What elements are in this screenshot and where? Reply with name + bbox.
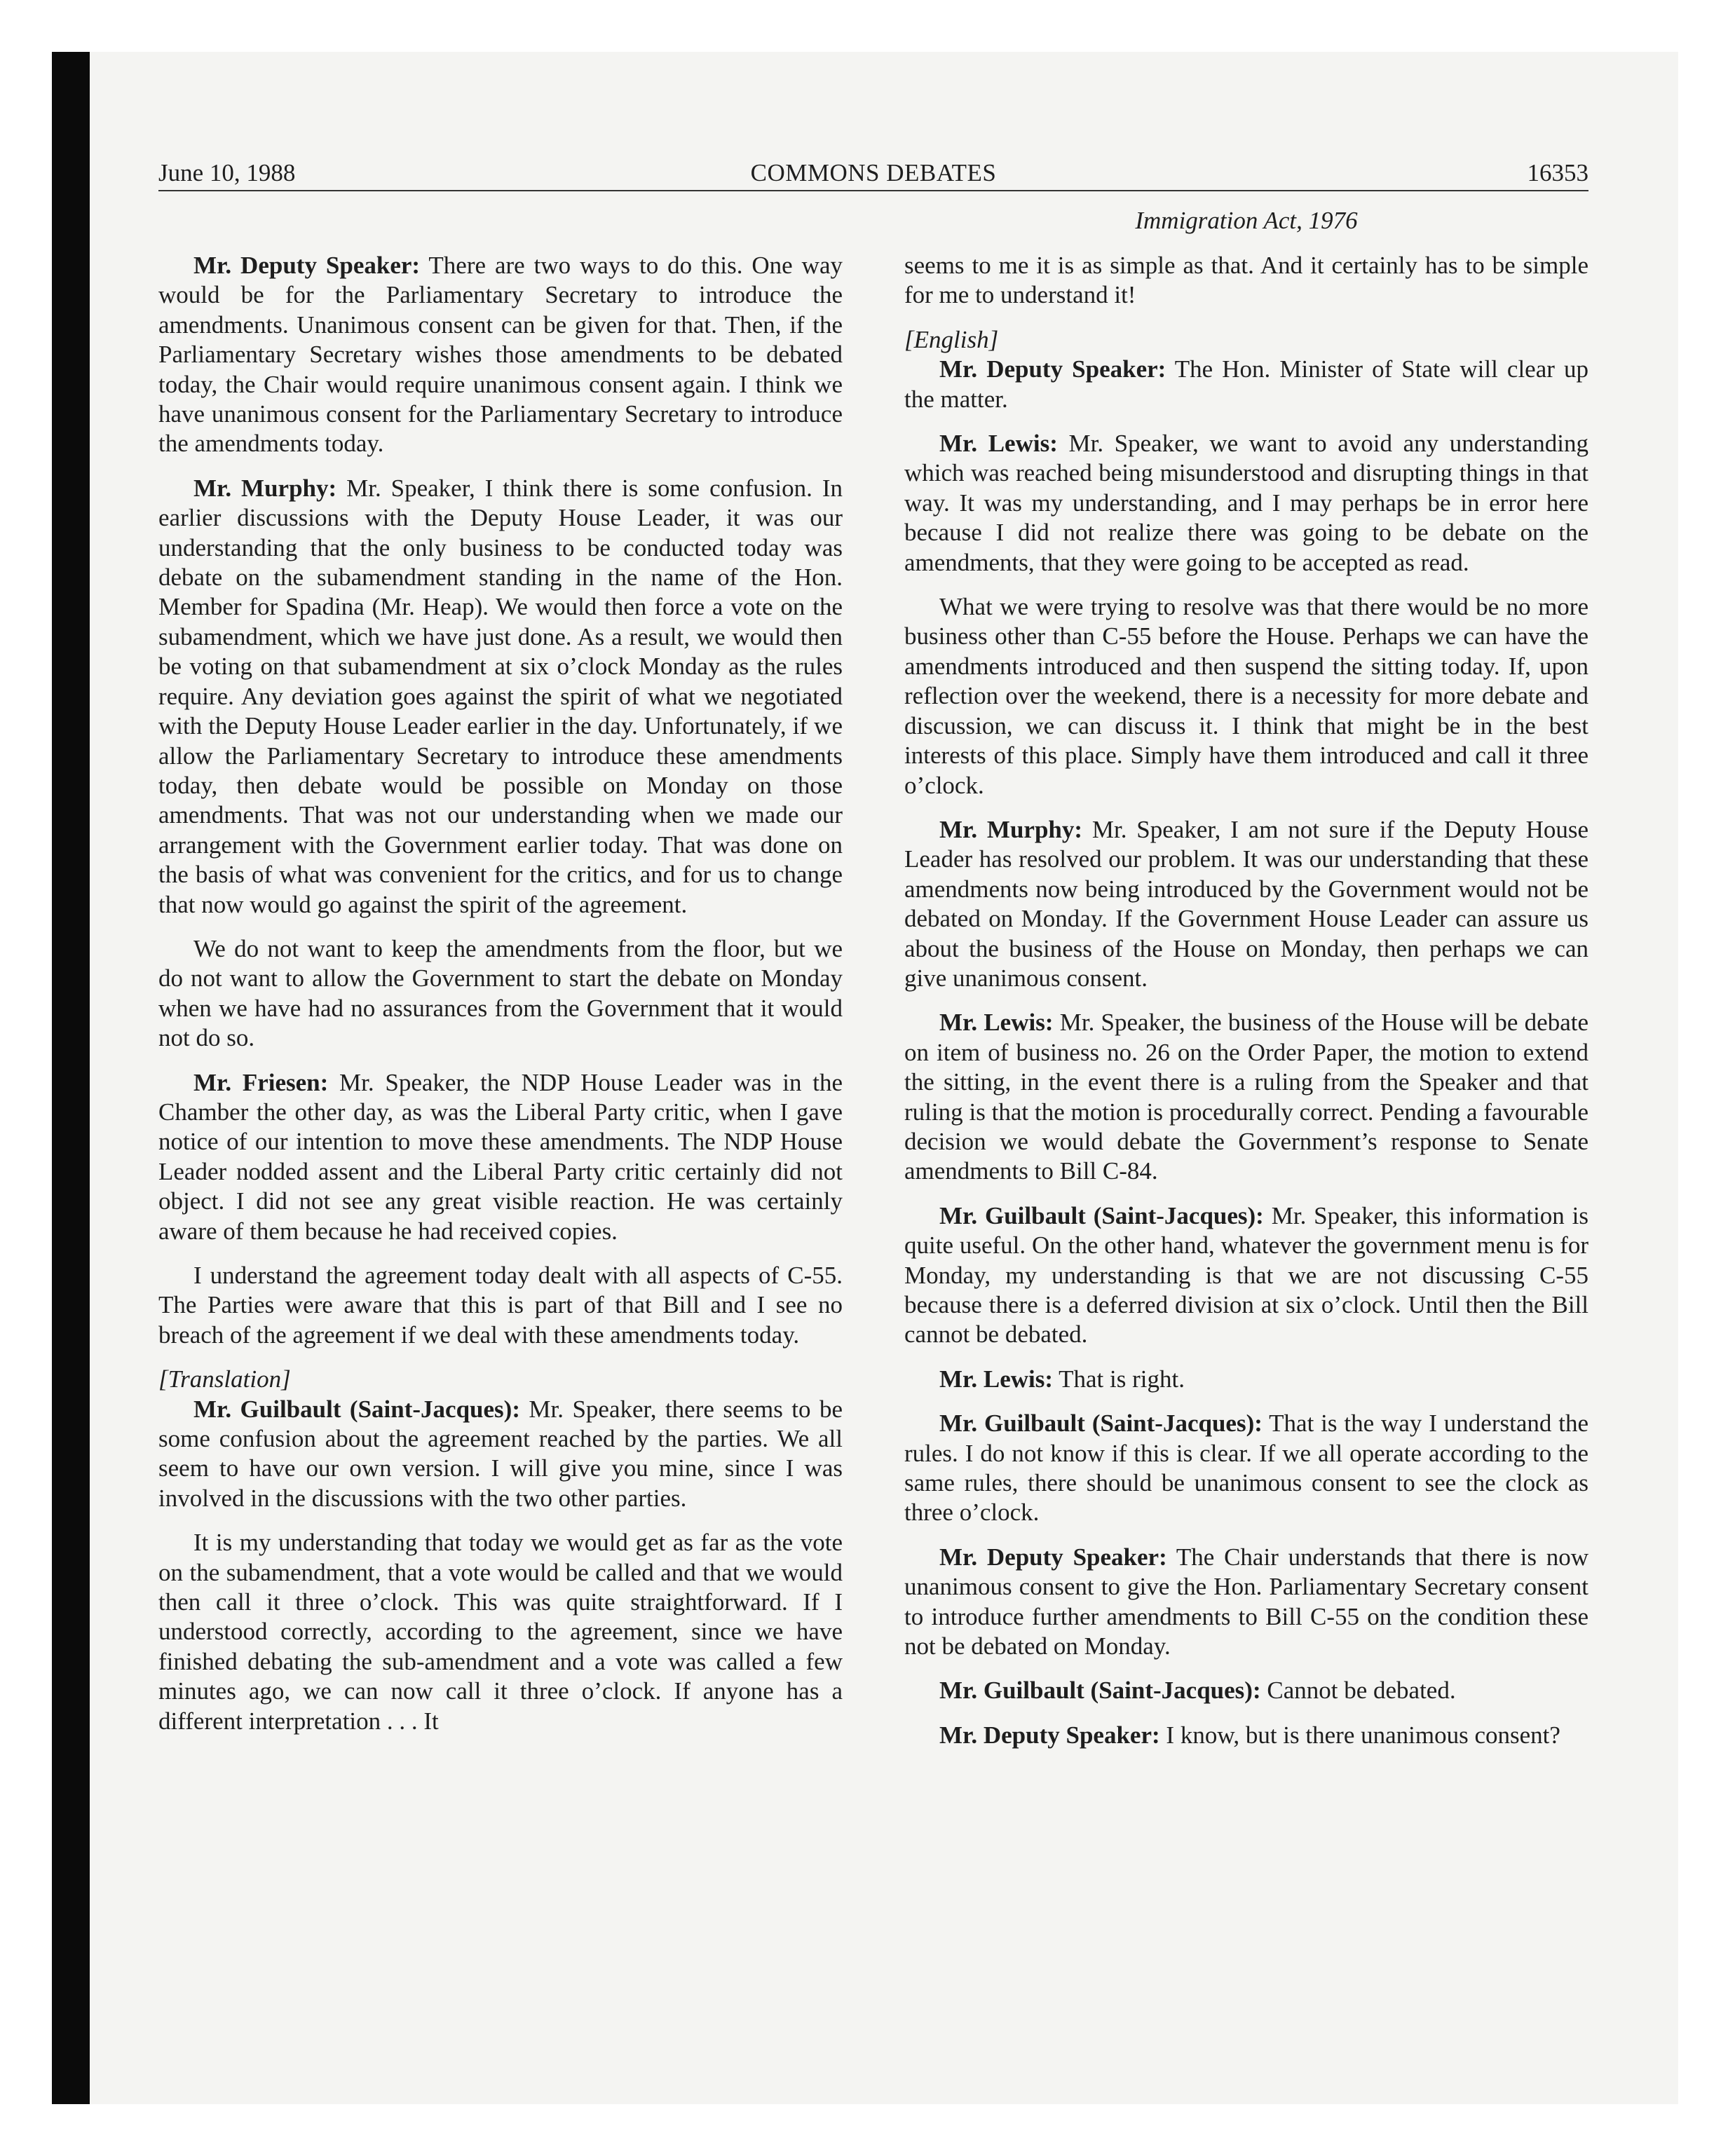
left-column: [158, 251, 843, 1751]
paragraph: [904, 1409, 1588, 1528]
speaker-name: Mr. Murphy:: [193, 474, 337, 502]
speaker-name: Mr. Deputy Speaker:: [939, 1543, 1167, 1571]
speaker-name: Mr. Guilbault (Saint-Jacques):: [939, 1677, 1261, 1705]
speech-text: seems to me it is as simple as that. And it certainly has to be simple for me to understand it!: [904, 252, 1588, 309]
language-marker: [Translation]: [158, 1365, 291, 1393]
paragraph: [158, 934, 843, 1053]
page-header: [158, 156, 1588, 191]
speech-text: I understand the agreement today dealt with all aspects of C-55. The Parties were aware that this is part of that Bill and I see no breach of the agreement if we deal with these amendments today.: [158, 1262, 843, 1349]
header-rule: [158, 190, 1588, 191]
speaker-name: Mr. Deputy Speaker:: [939, 355, 1166, 383]
speaker-name: Mr. Lewis:: [939, 1365, 1054, 1393]
paragraph: [158, 1261, 843, 1350]
speech-text: Mr. Speaker, we want to avoid any understanding which was reached being misunderstood and disrupting things in that way. It was my understanding, and I may perhaps be in error here because I did not realize there was going to be debate on the amendments, that they were going to be accepted as read.: [904, 430, 1589, 576]
speech-text: Mr. Speaker, the business of the House will be debate on item of business no. 26 on the Order Paper, the motion to extend the sitting, in the event there is a ruling from the Speaker and that ruling is that the motion is procedurally correct. Pending a favourable decision we would debate the Government’s response to Senate amendments to Bill C-84.: [904, 1009, 1588, 1185]
speech-text: What we were trying to resolve was that there would be no more business other than C-55 before the House. Perhaps we can have the amendments introduced and then suspend the sitting today. If, upon reflection over the weekend, there is a necessity for more debate and discussion, we can discuss it. I think that might be in the best interests of this place. Simply have them introduced and call it three o’clock.: [904, 593, 1588, 799]
paragraph: [158, 251, 843, 459]
paragraph: [904, 1721, 1588, 1750]
language-marker: [English]: [904, 325, 999, 353]
speaker-name: Mr. Murphy:: [939, 815, 1083, 843]
paragraph: [158, 474, 843, 920]
speaker-name: Mr. Deputy Speaker:: [939, 1721, 1160, 1749]
paragraph: [904, 592, 1588, 800]
speech-text: I know, but is there unanimous consent?: [1166, 1721, 1560, 1749]
paragraph: [158, 1395, 843, 1514]
speech-text: Mr. Speaker, I am not sure if the Deputy House Leader has resolved our problem. It was our understanding that these amendments now being introduced by the Government would not be debated on Monday. If the Government House Leader can assure us about the business of the House on Monday, then perhaps we can give unanimous consent.: [904, 815, 1589, 992]
paragraph: [904, 1201, 1588, 1350]
speech-text: Mr. Speaker, this information is quite useful. On the other hand, whatever the government menu is for Monday, my understanding is that we are not discussing C-55 because there is a deferred division at six o’clock. Until then the Bill cannot be debated.: [904, 1201, 1589, 1349]
paragraph: [904, 1543, 1588, 1662]
speech-text: Mr. Speaker, there seems to be some confusion about the agreement reached by the parties. We all seem to have our own version. I will give you mine, since I was involved in the discussions with the two other parties.: [158, 1395, 843, 1512]
header-page-number: 16353: [1527, 159, 1588, 186]
scan-edge-bar: [52, 52, 90, 2104]
speech-text: That is right.: [1059, 1365, 1185, 1393]
header-journal-title: COMMONS DEBATES: [750, 159, 997, 186]
paragraph: [904, 355, 1588, 414]
speech-text: There are two ways to do this. One way would be for the Parliamentary Secretary to introduce the amendments. Unanimous consent can be given for that. Then, if the Parliamentary Secretary wishes those amendments to be debated today, the Chair would require unanimous consent again. I think we have unanimous consent for the Parliamentary Secretary to introduce the amendments today.: [158, 252, 843, 458]
speech-text: It is my understanding that today we would get as far as the vote on the subamendment, that a vote would be called and that we would then call it three o’clock. This was quite straightforward. If I understood correctly, according to the agreement, since we have finished debating the sub-amendment and a vote was called a few minutes ago, we can now call it three o’clock. If anyone has a different interpretation . . . It: [158, 1529, 843, 1735]
paragraph: [904, 251, 1588, 311]
speaker-name: Mr. Lewis:: [939, 430, 1058, 458]
speaker-name: Mr. Deputy Speaker:: [193, 252, 421, 279]
speech-text: Cannot be debated.: [1267, 1677, 1456, 1705]
paragraph: [904, 1676, 1588, 1705]
speaker-name: Mr. Friesen:: [193, 1068, 329, 1096]
speaker-name: Mr. Guilbault (Saint-Jacques):: [939, 1201, 1264, 1229]
speech-text: The Hon. Minister of State will clear up the matter.: [904, 355, 1588, 413]
speech-text: We do not want to keep the amendments from the floor, but we do not want to allow the Government to start the debate on Monday when we have had no assurances from the Government that it would not do so.: [158, 934, 843, 1052]
paragraph: [904, 815, 1588, 993]
paragraph: [904, 429, 1588, 578]
speaker-name: Mr. Guilbault (Saint-Jacques):: [939, 1410, 1263, 1438]
right-column: [904, 251, 1588, 1765]
speech-text: That is the way I understand the rules. I do not know if this is clear. If we all operate according to the same rules, there should be unanimous consent to see the clock as three o’clock.: [904, 1410, 1589, 1527]
running-head: Immigration Act, 1976: [1135, 207, 1358, 234]
speaker-name: Mr. Guilbault (Saint-Jacques):: [193, 1395, 520, 1423]
speaker-name: Mr. Lewis:: [939, 1009, 1054, 1037]
paragraph: [904, 1008, 1588, 1186]
speech-text: Mr. Speaker, the NDP House Leader was in the Chamber the other day, as was the Liberal Party critic, when I gave notice of our intention to move these amendments. The NDP House Leader nodded assent and the Liberal Party critic certainly did not object. I did not see any great visible reaction. He was certainly aware of them because he had received copies.: [158, 1068, 843, 1245]
speech-text: Mr. Speaker, I think there is some confusion. In earlier discussions with the Deputy House Leader, it was our understanding that the only business to be conducted today was debate on the subamendment standing in the name of the Hon. Member for Spadina (Mr. Heap). We would then force a vote on the subamendment, which we have just done. As a result, we would then be voting on that subamendment at six o’clock Monday as the rules require. Any deviation goes against the spirit of what we negotiated with the Deputy House Leader earlier in the day. Unfortunately, if we allow the Parliamentary Secretary to introduce these amendments today, then debate would be possible on Monday on those amendments. That was not our understanding when we made our arrangement with the Government earlier today. That was done on the basis of what was convenient for the critics, and for us to change that now would go against the spirit of the agreement.: [158, 474, 843, 918]
paragraph: [158, 1528, 843, 1736]
speech-text: The Chair understands that there is now unanimous consent to give the Hon. Parliamentary Secretary consent to introduce further amendments to Bill C-55 on the condition these not be debated on Monday.: [904, 1543, 1588, 1660]
paragraph: [904, 1365, 1588, 1394]
paragraph: [158, 1068, 843, 1246]
header-date: June 10, 1988: [158, 159, 296, 186]
